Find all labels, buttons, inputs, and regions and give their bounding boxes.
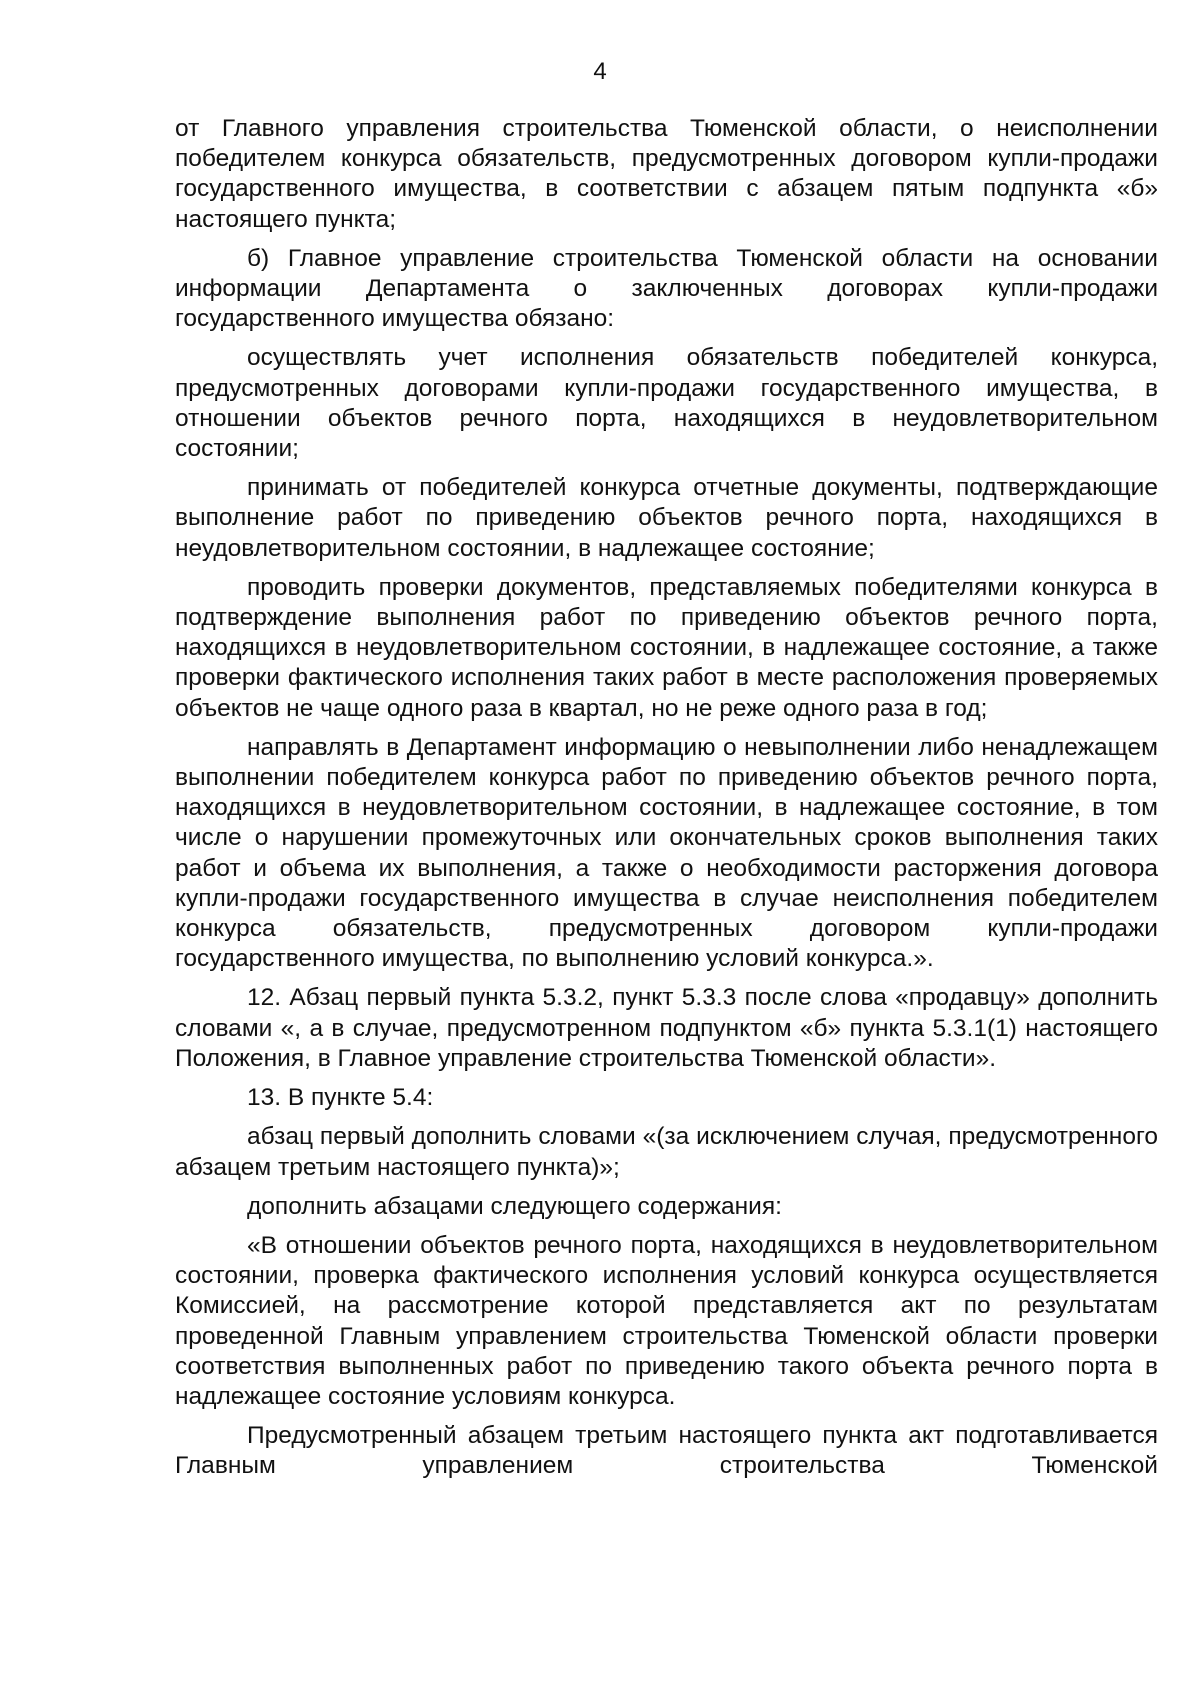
paragraph-item-13: 13. В пункте 5.4:	[247, 1084, 434, 1112]
paragraph-add-abzacs: дополнить абзацами следующего содержания:	[247, 1192, 782, 1220]
page-number: 4	[593, 58, 607, 85]
paragraph-duty-accept-documents: принимать от победителей конкурса отчетные документы, подтверждающие выполнение работ по приведению объектов речного порта, находящихся в неудовлетворительном состоянии, в надлежащее состояние;	[175, 474, 1158, 562]
paragraph-item-12: 12. Абзац первый пункта 5.3.2, пункт 5.3.3 после слова «продавцу» дополнить словами «, а в случае, предусмотренном подпунктом «б» пункта 5.3.1(1) настоящего Положения, в Главное управление строительства Тюменской области».	[175, 984, 1158, 1072]
paragraph-duty-inspections: проводить проверки документов, представляемых победителями конкурса в подтверждение выполнения работ по приведению объектов речного порта, находящихся в неудовлетворительном состоянии, в надлежащее состояние, а также проверки фактического исполнения таких работ в месте расположения проверяемых объектов не чаще одного раза в квартал, но не реже одного раза в год;	[175, 573, 1158, 722]
paragraph-quoted-inspection: «В отношении объектов речного порта, находящихся в неудовлетворительном состоянии, проверка фактического исполнения условий конкурса осуществляется Комиссией, на рассмотрение которой представляется акт по результатам проведенной Главным управлением строительства Тюменской области проверки соответствия выполненных работ по приведению такого объекта речного порта в надлежащее состояние условиям конкурса.	[175, 1231, 1158, 1410]
paragraph-duty-accounting: осуществлять учет исполнения обязательств победителей конкурса, предусмотренных договорами купли-продажи государственного имущества, в отношении объектов речного порта, находящихся в неудовлетворительном состоянии;	[175, 344, 1158, 463]
paragraph-continuation: от Главного управления строительства Тюменской области, о неисполнении победителем конкурса обязательств, предусмотренных договором купли-продажи государственного имущества, в соответствии с абзацем пятым подпункта «б» настоящего пункта;	[175, 115, 1158, 233]
paragraph-act-preparation: Предусмотренный абзацем третьим настоящего пункта акт подготавливается Главным управлением строительства Тюменской	[175, 1422, 1158, 1480]
paragraph-duty-notify-department: направлять в Департамент информацию о невыполнении либо ненадлежащем выполнении победителем конкурса работ по приведению объектов речного порта, находящихся в неудовлетворительном состоянии, в надлежащее состояние, в том числе о нарушении промежуточных или окончательных сроков выполнения таких работ и объема их выполнения, а также о необходимости расторжения договора купли-продажи государственного имущества в случае неисполнения победителем конкурса обязательств, предусмотренных договором купли-продажи государственного имущества, по выполнению условий конкурса.».	[175, 733, 1158, 973]
document-body	[175, 114, 1158, 1491]
paragraph-subpoint-b: б) Главное управление строительства Тюменской области на основании информации Департамента о заключенных договорах купли-продажи государственного имущества обязано:	[175, 244, 1158, 333]
paragraph-first-abzac-addition: абзац первый дополнить словами «(за исключением случая, предусмотренного абзацем третьим настоящего пункта)»;	[175, 1123, 1158, 1181]
